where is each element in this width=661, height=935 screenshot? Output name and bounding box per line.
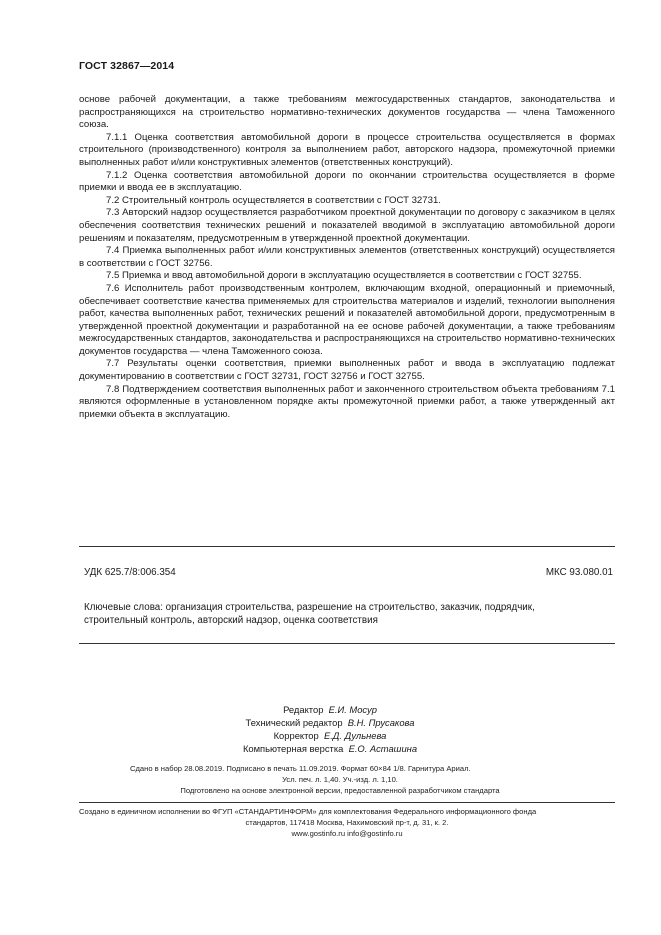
keywords-line-2: строительный контроль, авторский надзор, оценка соответствия xyxy=(84,615,378,626)
credit-proofreader xyxy=(200,729,460,742)
credit-name: Е.О. Асташина xyxy=(348,743,418,754)
imprint-line-3: Подготовлено на основе электронной версии, предоставленной разработчиком стандарта xyxy=(180,786,500,795)
credit-role: Компьютерная верстка xyxy=(242,743,344,754)
imprint-block xyxy=(130,763,550,796)
mks-code: МКС 93.080.01 xyxy=(545,567,613,578)
credit-name: Е.Д. Дульнева xyxy=(323,730,387,741)
footer-line-2: стандартов, 117418 Москва, Нахимовский пр-т, д. 31, к. 2. xyxy=(245,818,449,827)
footer-block xyxy=(79,806,615,839)
credit-name: В.Н. Прусакова xyxy=(347,717,415,728)
footer-line-1: Создано в единичном исполнении во ФГУП «СТАНДАРТИНФОРМ» для комплектования Федерального информационного фонда xyxy=(79,807,537,816)
divider-footer xyxy=(79,802,615,803)
udk-code: УДК 625.7/8:006.354 xyxy=(84,567,176,578)
paragraph-7-3: 7.3 Авторский надзор осуществляется разработчиком проектной документации по договору с заказчиком в целях обеспечения соответствия технических решений и показателей вводимой в эксплуатацию автомобильной дороги решениям и показателям, предусмотренным в утвержденной проектной документации. xyxy=(79,207,615,244)
divider-keywords xyxy=(79,643,615,644)
paragraph-7-4: 7.4 Приемка выполненных работ и/или конструктивных элементов (ответственных конструкций) осуществляется в соответствии с ГОСТ 32756. xyxy=(79,245,615,269)
credit-layout xyxy=(200,742,460,755)
keywords-block xyxy=(84,601,612,627)
document-code-header: ГОСТ 32867—2014 xyxy=(79,60,175,72)
paragraph-7-7: 7.7 Результаты оценки соответствия, приемки выполненных работ и ввода в эксплуатацию подлежат документированию в соответствии с ГОСТ 32731, ГОСТ 32756 и ГОСТ 32755. xyxy=(79,358,615,383)
footer-links: www.gostinfo.ru info@gostinfo.ru xyxy=(291,829,403,838)
imprint-line-2: Усл. печ. л. 1,40. Уч.-изд. л. 1,10. xyxy=(282,775,398,784)
credit-role: Технический редактор xyxy=(245,717,343,728)
paragraph-7-1-1: 7.1.1 Оценка соответствия автомобильной дороги в процессе строительства осуществляется в формах строительного (производственного) контроля за выполнением работ, авторского надзора, промежуточной приемки выполненных работ и/или конструктивных элементов (ответственных конструкций). xyxy=(79,131,615,168)
paragraph-7-5: 7.5 Приемка и ввод автомобильной дороги в эксплуатацию осуществляется в соответствии с ГОСТ 32755. xyxy=(106,270,582,282)
paragraph-7-2: 7.2 Строительный контроль осуществляется в соответствии с ГОСТ 32731. xyxy=(106,194,441,206)
document-body xyxy=(79,94,615,421)
imprint-line-1: Сдано в набор 28.08.2019. Подписано в печать 11.09.2019. Формат 60×84 1/8. Гарнитура Ариал. xyxy=(130,764,471,773)
paragraph-7-6: 7.6 Исполнитель работ производственным контролем, включающим входной, операционный и приемочный, обеспечивает соответствие качества применяемых для строительства материалов и изделий, технологии выполнения работ, качества выполненных работ, технических решений и показателей автомобильной дороги, предусмотренным в утвержденной проектной документации и разработанной на ее основе рабочей документации, а также требованиям межгосударственных стандартов, законодательства и распространяющихся на строительство нормативно-технических документов государства — члена Таможенного союза. xyxy=(79,282,615,357)
credit-role: Корректор xyxy=(273,730,319,741)
credit-tech-editor xyxy=(200,716,460,729)
keywords-line-1: Ключевые слова: организация строительства, разрешение на строительство, заказчик, подрядчик, xyxy=(84,602,535,613)
credit-editor xyxy=(200,703,460,716)
credit-name: Е.И. Мосур xyxy=(328,704,377,715)
paragraph-continuation: основе рабочей документации, а также требованиям межгосударственных стандартов, законодательства и распространяющихся на строительство нормативно-технических документов государства — члена Таможенного союза. xyxy=(79,94,615,131)
divider-top xyxy=(79,546,615,547)
paragraph-7-8: 7.8 Подтверждением соответствия выполненных работ и законченного строительством объекта требованиям 7.1 являются оформленные в установленном порядке акты промежуточной приемки работ, а также утвержденный акт приемки объекта в эксплуатацию. xyxy=(79,383,615,420)
credit-role: Редактор xyxy=(283,704,324,715)
credits-block xyxy=(200,703,460,755)
paragraph-7-1-2: 7.1.2 Оценка соответствия автомобильной дороги по окончании строительства осуществляется в форме приемки и ввода ее в эксплуатацию. xyxy=(79,169,615,194)
